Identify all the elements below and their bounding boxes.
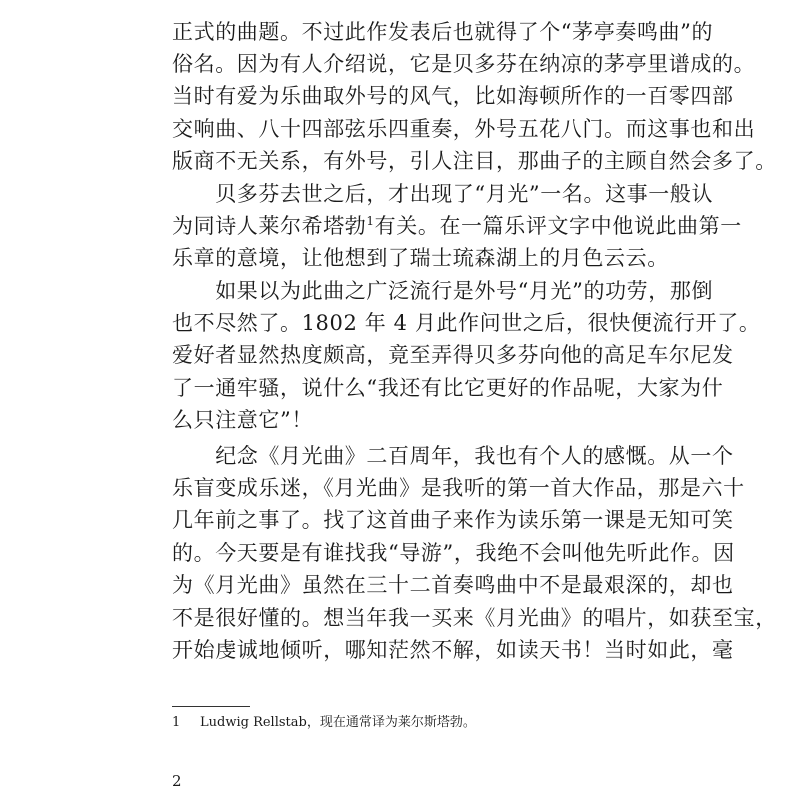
text-segment: 有关。在一篇乐评文字中他说此曲第一 <box>374 214 742 238</box>
footnote-text: Ludwig Rellstab，现在通常译为莱尔斯塔勃。 <box>200 715 476 730</box>
text-line: 版商不无关系，有外号，引人注目，那曲子的主顾自然会多了。 <box>172 149 777 173</box>
text-line: 乐盲变成乐迷，《月光曲》是我听的第一首大作品，那是六十 <box>172 476 745 500</box>
text-line: 么只注意它”！ <box>172 408 313 432</box>
text-line: 乐章的意境，让他想到了瑞士琉森湖上的月色云云。 <box>172 246 669 270</box>
footnote <box>172 714 476 732</box>
text-line: 的。今天要是有谁找我“导游”，我绝不会叫他先听此作。因 <box>172 541 735 565</box>
text-line: 爱好者显然热度颇高，竟至弄得贝多芬向他的高足车尔尼发 <box>172 343 734 367</box>
text-line: 纪念《月光曲》二百周年，我也有个人的感慨。从一个 <box>172 444 734 468</box>
text-line: 如果以为此曲之广泛流行是外号“月光”的功劳，那倒 <box>172 279 714 303</box>
text-line: 不是很好懂的。想当年我一买来《月光曲》的唱片，如获至宝， <box>172 606 777 630</box>
text-line: 了一通牢骚，说什么“我还有比它更好的作品呢，大家为什 <box>172 376 724 400</box>
text-segment: 为同诗人莱尔希塔勃 <box>172 214 367 238</box>
text-line: 交响曲、八十四部弦乐四重奏，外号五花八门。而这事也和出 <box>172 117 756 141</box>
text-line: 为《月光曲》虽然在三十二首奏鸣曲中不是最艰深的，却也 <box>172 573 734 597</box>
footnote-marker: 1 <box>366 214 375 228</box>
page-number: 2 <box>172 772 182 790</box>
text-line-with-footnote <box>172 214 742 238</box>
footnote-number: 1 <box>172 715 181 730</box>
text-line: 当时有爱为乐曲取外号的风气，比如海顿所作的一百零四部 <box>172 84 734 108</box>
text-line: 正式的曲题。不过此作发表后也就得了个“茅亭奏鸣曲”的 <box>172 20 714 44</box>
text-line: 贝多芬去世之后，才出现了“月光”一名。这事一般认 <box>172 182 714 206</box>
text-line: 俗名。因为有人介绍说，它是贝多芬在纳凉的茅亭里谱成的。 <box>172 52 756 76</box>
footnote-divider <box>172 706 250 707</box>
text-line: 几年前之事了。找了这首曲子来作为读乐第一课是无知可笑 <box>172 508 734 532</box>
text-line: 开始虔诚地倾听，哪知茫然不解，如读天书！当时如此，毫 <box>172 638 734 662</box>
text-line: 也不尽然了。1802 年 4 月此作问世之后，很快便流行开了。 <box>172 311 761 335</box>
